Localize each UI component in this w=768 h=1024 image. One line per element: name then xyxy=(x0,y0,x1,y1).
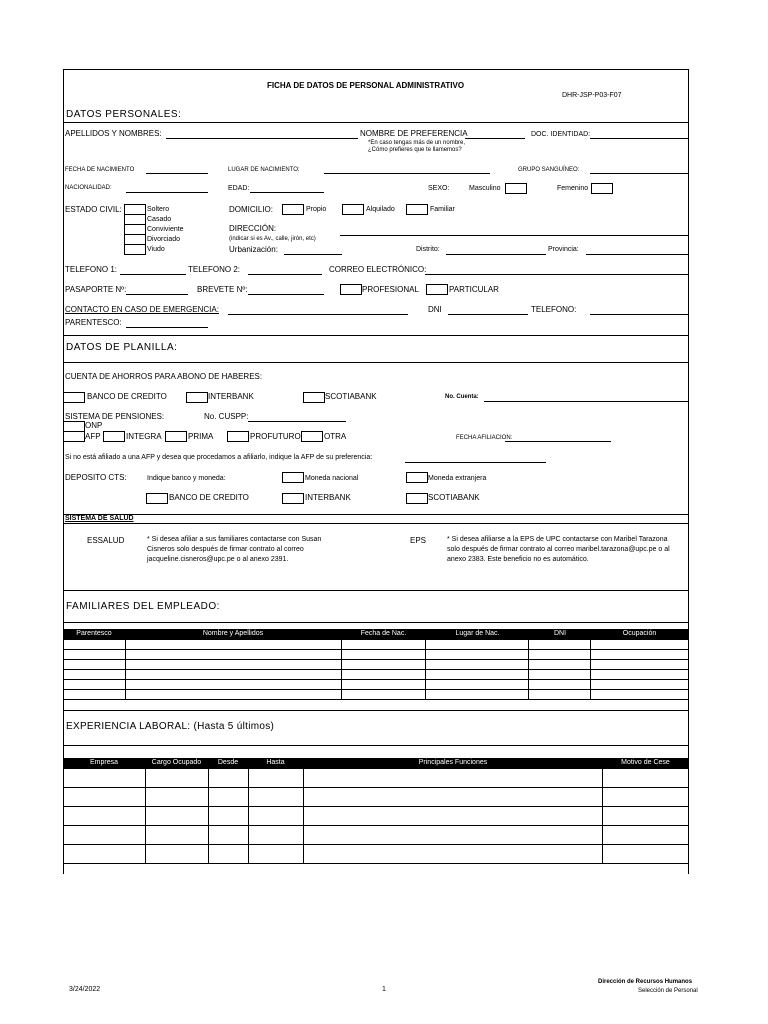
table-row xyxy=(64,826,689,845)
input-email[interactable] xyxy=(425,274,688,275)
label-afp: AFP xyxy=(85,432,101,441)
note-preferred-name-1: *En caso tengas más de un nombre, xyxy=(368,140,466,146)
checkbox-propio[interactable] xyxy=(282,204,304,215)
label-age: EDAD: xyxy=(228,185,250,192)
footer-date: 3/24/2022 xyxy=(69,986,101,993)
input-birth-place[interactable] xyxy=(324,173,490,174)
input-emergency[interactable] xyxy=(228,314,408,315)
afp-note: Si no está afiliado a una AFP y desea que procedamos a afiliarlo, indique la AFP de su preferencia: xyxy=(65,454,373,461)
exp-cell[interactable] xyxy=(303,845,603,864)
table-row xyxy=(64,650,689,660)
family-cell[interactable] xyxy=(591,690,689,700)
label-scotiabank: SCOTIABANK xyxy=(325,392,377,401)
label-cuspp: No. CUSPP: xyxy=(204,412,249,421)
section-divider xyxy=(63,362,689,363)
label-emergency: CONTACTO EN CASO DE EMERGENCIA: xyxy=(65,305,219,314)
label-soltero: Soltero xyxy=(147,206,170,213)
checkbox-viudo[interactable] xyxy=(124,244,146,255)
exp-cell[interactable] xyxy=(303,807,603,826)
exp-header-desde: Desde xyxy=(217,759,239,766)
exp-cell[interactable] xyxy=(64,826,146,845)
label-district: Distrito: xyxy=(416,246,440,253)
label-passport: PASAPORTE Nº: xyxy=(65,285,127,294)
exp-cell[interactable] xyxy=(64,769,146,788)
exp-cell[interactable] xyxy=(603,826,689,845)
family-cell[interactable] xyxy=(591,650,689,660)
family-cell[interactable] xyxy=(125,640,341,650)
family-cell[interactable] xyxy=(529,650,591,660)
table-row xyxy=(64,769,689,788)
label-propio: Propio xyxy=(306,206,327,213)
checkbox-scotiabank[interactable] xyxy=(303,392,325,403)
label-phone2: TELEFONO 2: xyxy=(188,265,241,274)
input-phone1[interactable] xyxy=(120,274,186,275)
input-kinship[interactable] xyxy=(126,327,208,328)
checkbox-prima[interactable] xyxy=(165,431,187,442)
exp-header-motivo: Motivo de Cese xyxy=(621,759,670,766)
family-cell[interactable] xyxy=(341,680,426,690)
checkbox-female[interactable] xyxy=(591,183,613,194)
exp-cell[interactable] xyxy=(145,826,208,845)
input-passport[interactable] xyxy=(126,294,188,295)
label-preferred-name: NOMBRE DE PREFERENCIA xyxy=(360,129,468,138)
footer-subdepartment: Selección de Personal xyxy=(638,988,698,994)
input-preferred-name[interactable] xyxy=(465,138,525,139)
family-cell[interactable] xyxy=(529,640,591,650)
family-cell[interactable] xyxy=(341,660,426,670)
label-province: Provincia: xyxy=(548,246,579,253)
section-divider xyxy=(63,335,689,336)
table-row xyxy=(64,640,689,650)
input-phone[interactable] xyxy=(590,314,688,315)
checkbox-national-currency[interactable] xyxy=(282,472,304,483)
family-cell[interactable] xyxy=(125,680,341,690)
exp-cell[interactable] xyxy=(603,769,689,788)
family-header-ocupacion: Ocupación xyxy=(622,630,657,637)
exp-cell[interactable] xyxy=(248,826,303,845)
label-phone1: TELEFONO 1: xyxy=(65,265,118,274)
input-dni[interactable] xyxy=(448,314,528,315)
label-integra: INTEGRA xyxy=(126,432,162,441)
label-bcp: BANCO DE CREDITO xyxy=(87,392,167,401)
input-birth-date[interactable] xyxy=(146,173,208,174)
label-particular: PARTICULAR xyxy=(449,285,499,294)
table-row xyxy=(64,660,689,670)
label-familiar: Familiar xyxy=(430,206,455,213)
label-foreign-currency: Moneda extranjera xyxy=(428,475,487,482)
exp-cell[interactable] xyxy=(303,826,603,845)
table-row xyxy=(64,807,689,826)
checkbox-cts-interbank[interactable] xyxy=(282,493,304,504)
form-code: DHR-JSP-P03-F07 xyxy=(562,92,622,99)
input-district[interactable] xyxy=(446,254,546,255)
checkbox-cts-bcp[interactable] xyxy=(146,493,168,504)
exp-cell[interactable] xyxy=(208,788,248,807)
exp-cell[interactable] xyxy=(603,807,689,826)
eps-text: * Si desea afiliarse a la EPS de UPC contactarse con Maribel Tarazona solo después de firmar contrato al correo maribel.tarazona@upc.pe o al anexo 2383. Este beneficio no es automático. xyxy=(447,536,670,563)
family-cell[interactable] xyxy=(64,670,126,680)
exp-cell[interactable] xyxy=(248,807,303,826)
checkbox-otra[interactable] xyxy=(301,431,323,442)
section-divider xyxy=(63,122,689,123)
input-province[interactable] xyxy=(586,254,688,255)
essalud-text: * Si desea afiliar a sus familiares contactarse con Susan Cisneros solo después de firmar contrato al correo jacqueline.cisneros@upc.pe o al anexo 2391. xyxy=(147,536,322,563)
label-pension-system: SISTEMA DE PENSIONES: xyxy=(65,412,165,421)
experience-table xyxy=(63,768,689,864)
family-cell[interactable] xyxy=(591,680,689,690)
input-direction[interactable] xyxy=(340,235,688,236)
family-cell[interactable] xyxy=(426,660,529,670)
family-cell[interactable] xyxy=(125,660,341,670)
label-birth-place: LUGAR DE NACIMIENTO: xyxy=(228,167,300,173)
exp-cell[interactable] xyxy=(208,826,248,845)
family-cell[interactable] xyxy=(125,690,341,700)
input-surname[interactable] xyxy=(166,138,358,139)
form-title: FICHA DE DATOS DE PERSONAL ADMINISTRATIVO xyxy=(267,81,465,90)
exp-cell[interactable] xyxy=(603,845,689,864)
input-phone2[interactable] xyxy=(248,274,322,275)
family-cell[interactable] xyxy=(341,640,426,650)
family-header-parentesco: Parentesco xyxy=(76,630,112,637)
family-header-nombre: Nombre y Apellidos xyxy=(202,630,264,637)
section-divider xyxy=(63,622,689,623)
label-sex: SEXO: xyxy=(428,185,450,192)
checkbox-afp[interactable] xyxy=(63,431,85,442)
family-cell[interactable] xyxy=(591,670,689,680)
label-professional: PROFESIONAL xyxy=(362,285,419,294)
section-divider xyxy=(63,523,689,524)
input-age[interactable] xyxy=(250,192,324,193)
family-cell[interactable] xyxy=(341,690,426,700)
family-cell[interactable] xyxy=(125,670,341,680)
direction-hint: (indicar si es Av., calle, jirón, etc) xyxy=(229,236,316,242)
checkbox-cts-scotiabank[interactable] xyxy=(406,493,428,504)
family-cell[interactable] xyxy=(426,650,529,660)
section-health-title: SISTEMA DE SALUD xyxy=(65,515,134,522)
family-cell[interactable] xyxy=(529,670,591,680)
label-affiliation-date: FECHA AFILIACION: xyxy=(456,435,513,441)
footer-page-number: 1 xyxy=(382,986,386,993)
section-family-title: FAMILIARES DEL EMPLEADO: xyxy=(66,601,220,612)
exp-cell[interactable] xyxy=(303,788,603,807)
family-cell[interactable] xyxy=(64,660,126,670)
exp-cell[interactable] xyxy=(145,769,208,788)
label-interbank: INTERBANK xyxy=(208,392,254,401)
label-profuturo: PROFUTURO xyxy=(250,432,301,441)
family-cell[interactable] xyxy=(426,690,529,700)
table-row xyxy=(64,845,689,864)
label-essalud: ESSALUD xyxy=(87,536,125,545)
label-birth-date: FECHA DE NACIMIENTO xyxy=(65,167,135,173)
frame-left-line xyxy=(63,69,64,874)
input-affiliation-date[interactable] xyxy=(505,441,611,442)
family-cell[interactable] xyxy=(64,680,126,690)
exp-cell[interactable] xyxy=(64,845,146,864)
input-license[interactable] xyxy=(248,294,324,295)
section-payroll-title: DATOS DE PLANILLA: xyxy=(66,342,178,353)
exp-cell[interactable] xyxy=(208,845,248,864)
family-header-dni: DNI xyxy=(553,630,567,637)
family-cell[interactable] xyxy=(529,680,591,690)
checkbox-integra[interactable] xyxy=(103,431,125,442)
family-cell[interactable] xyxy=(426,680,529,690)
input-urbanization[interactable] xyxy=(284,254,342,255)
input-blood-group[interactable] xyxy=(590,173,688,174)
family-cell[interactable] xyxy=(426,670,529,680)
section-experience-title: EXPERIENCIA LABORAL: (Hasta 5 últimos) xyxy=(66,721,275,732)
label-conviviente: Conviviente xyxy=(147,226,184,233)
experience-header-row xyxy=(63,758,688,768)
family-cell[interactable] xyxy=(341,670,426,680)
label-savings-account: CUENTA DE AHORROS PARA ABONO DE HABERES: xyxy=(65,372,263,381)
label-email: CORREO ELECTRÓNICO: xyxy=(329,265,427,274)
table-row xyxy=(64,670,689,680)
label-civil-status: ESTADO CIVIL: xyxy=(65,205,122,214)
label-alquilado: Alquilado xyxy=(366,206,395,213)
family-cell[interactable] xyxy=(64,650,126,660)
input-account-no[interactable] xyxy=(484,401,688,402)
frame-right-line xyxy=(688,69,689,874)
family-cell[interactable] xyxy=(64,690,126,700)
exp-cell[interactable] xyxy=(603,788,689,807)
label-casado: Casado xyxy=(147,216,172,223)
checkbox-professional[interactable] xyxy=(340,284,362,295)
exp-cell[interactable] xyxy=(248,788,303,807)
family-cell[interactable] xyxy=(125,650,341,660)
label-eps: EPS xyxy=(410,536,427,545)
table-row xyxy=(64,690,689,700)
label-nationality: NACIONALIDAD: xyxy=(65,185,112,191)
exp-cell[interactable] xyxy=(64,788,146,807)
label-male: Masculino xyxy=(469,185,501,192)
family-cell[interactable] xyxy=(64,640,126,650)
exp-header-cargo: Cargo Ocupado xyxy=(151,759,202,766)
checkbox-profuturo[interactable] xyxy=(227,431,249,442)
label-surname: APELLIDOS Y NOMBRES: xyxy=(65,129,162,138)
exp-cell[interactable] xyxy=(248,769,303,788)
label-onp: ONP xyxy=(85,421,103,430)
input-id-doc[interactable] xyxy=(590,138,688,139)
label-address: DOMICILIO: xyxy=(229,205,274,214)
family-cell[interactable] xyxy=(591,660,689,670)
checkbox-male[interactable] xyxy=(505,183,527,194)
checkbox-interbank[interactable] xyxy=(186,392,208,403)
label-kinship: PARENTESCO: xyxy=(65,318,122,327)
label-cts: DEPOSITO CTS: xyxy=(65,473,127,482)
label-otra: OTRA xyxy=(324,432,347,441)
family-header-row xyxy=(63,629,688,639)
label-direction: DIRECCIÓN: xyxy=(229,224,277,233)
checkbox-bcp[interactable] xyxy=(63,392,85,403)
family-table xyxy=(63,639,689,700)
exp-cell[interactable] xyxy=(248,845,303,864)
table-row xyxy=(64,680,689,690)
input-cuspp[interactable] xyxy=(248,421,346,422)
exp-header-empresa: Empresa xyxy=(89,759,118,766)
label-id-doc: DOC. IDENTIDAD: xyxy=(531,131,591,138)
exp-header-funciones: Principales Funciones xyxy=(418,759,488,766)
section-divider xyxy=(63,710,689,711)
family-header-fecha: Fecha de Nac. xyxy=(360,630,407,637)
label-cts-bcp: BANCO DE CREDITO xyxy=(169,493,249,502)
label-national-currency: Moneda nacional xyxy=(305,475,359,482)
label-phone: TELEFONO: xyxy=(531,305,577,314)
checkbox-particular[interactable] xyxy=(426,284,448,295)
note-preferred-name-2: ¿Cómo prefieres que te llamemos? xyxy=(368,147,462,153)
label-blood-group: GRUPO SANGUÍNEO: xyxy=(518,167,580,173)
section-divider xyxy=(63,590,689,591)
family-header-lugar: Lugar de Nac. xyxy=(455,630,500,637)
exp-cell[interactable] xyxy=(145,807,208,826)
label-dni: DNI xyxy=(428,305,442,314)
checkbox-alquilado[interactable] xyxy=(342,204,364,215)
exp-cell[interactable] xyxy=(145,845,208,864)
section-personal-title: DATOS PERSONALES: xyxy=(66,109,182,120)
checkbox-familiar[interactable] xyxy=(406,204,428,215)
label-cts-scotiabank: SCOTIABANK xyxy=(428,493,480,502)
label-urbanization: Urbanización: xyxy=(229,245,278,254)
label-cts-interbank: INTERBANK xyxy=(305,493,351,502)
exp-cell[interactable] xyxy=(145,788,208,807)
label-prima: PRIMA xyxy=(188,432,214,441)
label-viudo: Viudo xyxy=(147,246,165,253)
family-cell[interactable] xyxy=(529,660,591,670)
family-cell[interactable] xyxy=(591,640,689,650)
exp-cell[interactable] xyxy=(303,769,603,788)
exp-header-hasta: Hasta xyxy=(266,759,285,766)
section-divider xyxy=(63,745,689,746)
label-cts-hint: Indique banco y moneda: xyxy=(147,475,226,482)
family-cell[interactable] xyxy=(426,640,529,650)
label-license: BREVETE Nº: xyxy=(197,285,248,294)
exp-cell[interactable] xyxy=(208,769,248,788)
label-divorciado: Divorciado xyxy=(147,236,181,243)
table-row xyxy=(64,788,689,807)
footer-department: Dirección de Recursos Humanos xyxy=(598,979,693,985)
frame-top-line xyxy=(63,69,689,70)
exp-cell[interactable] xyxy=(64,807,146,826)
input-afp-preference[interactable] xyxy=(405,462,546,463)
exp-cell[interactable] xyxy=(208,807,248,826)
checkbox-foreign-currency[interactable] xyxy=(406,472,428,483)
label-female: Femenino xyxy=(557,185,589,192)
family-cell[interactable] xyxy=(341,650,426,660)
section-divider xyxy=(63,514,689,515)
input-nationality[interactable] xyxy=(126,192,208,193)
label-account-no: No. Cuenta: xyxy=(445,394,479,400)
family-cell[interactable] xyxy=(529,690,591,700)
